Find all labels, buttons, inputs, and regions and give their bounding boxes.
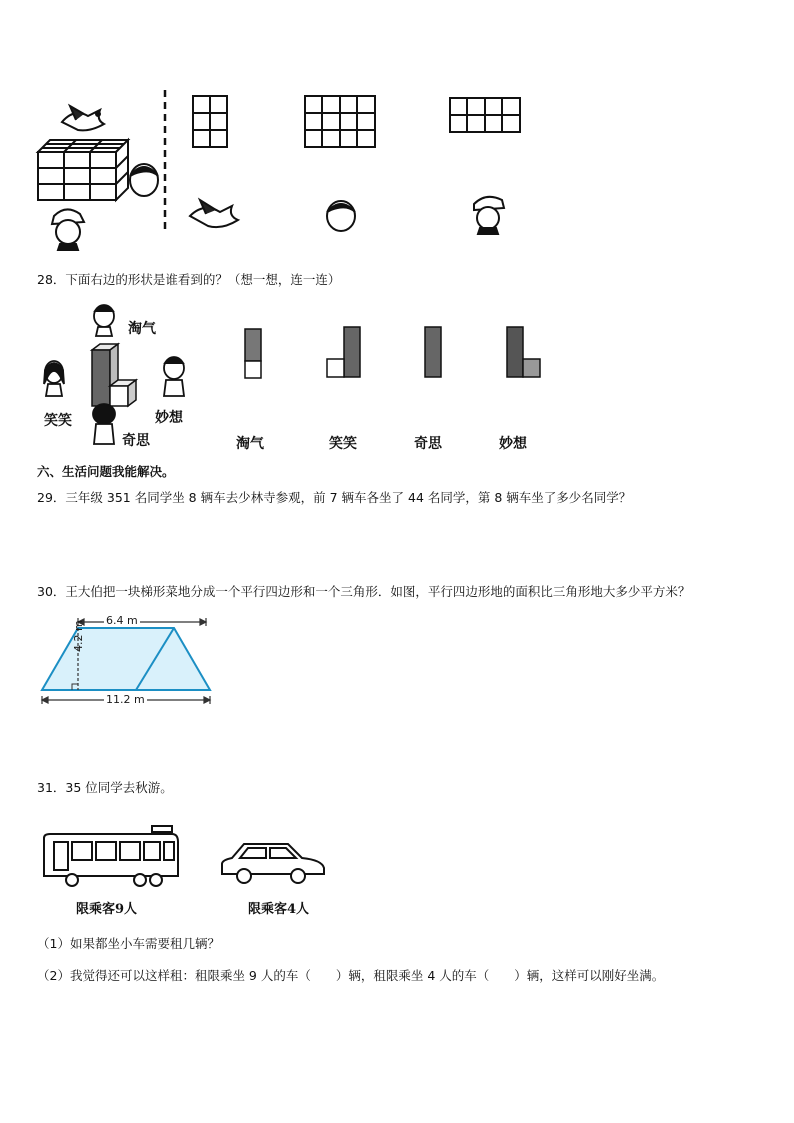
top-base-label: 6.4 m [106,614,138,627]
label-xiaoxiao: 笑笑 [44,413,72,429]
kid-taoqi-icon [94,305,114,336]
bus-capacity-caption: 限乘客9人 [76,902,138,917]
bottom-base-label: 11.2 m [106,693,145,706]
option-label-qisi: 奇思 [414,436,442,452]
label-miaoxiang: 妙想 [155,410,183,426]
option-label-miaoxiang: 妙想 [499,436,527,452]
shape-option-2[interactable] [326,326,362,380]
bird-icon [62,106,104,130]
boy-observer-icon [470,192,510,236]
shape-option-1[interactable] [244,328,264,382]
q31-text: 31．35 位同学去秋游。 [37,780,173,795]
view-grid-2x3 [192,95,232,151]
girl-observer-icon [323,198,363,234]
bird-observer-icon [186,198,246,234]
q29-text: 29．三年级 351 名同学坐 8 辆车去少林寺参观，前 7 辆车各坐了 44 名同学，第 8 辆车坐了多少名同学？ [37,490,632,505]
cube-front-face [38,140,128,200]
q28-prompt: 28．下面右边的形状是谁看到的？（想一想，连一连） [37,272,341,287]
label-taoqi: 淘气 [128,321,156,337]
shape-option-4[interactable] [506,326,542,380]
shape-option-3[interactable] [424,326,444,380]
option-label-taoqi: 淘气 [236,436,264,452]
option-label-xiaoxiao: 笑笑 [329,436,357,452]
kid-xiaoxiao-icon [44,361,64,396]
view-grid-4x3 [304,95,378,151]
view-grid-4x2 [449,97,523,137]
q30-text: 30．王大伯把一块梯形菜地分成一个平行四边形和一个三角形．如图，平行四边形地的面积比三角形地大多少平方米？ [37,584,691,599]
boy-with-hat-icon [52,209,84,250]
section-6-heading: 六、生活问题我能解决。 [37,464,175,479]
q31-sub1: （1）如果都坐小车需要租几辆？ [37,936,220,951]
kid-miaoxiang-icon [164,357,184,396]
car-capacity-caption: 限乘客4人 [248,902,310,917]
label-qisi: 奇思 [122,433,150,449]
height-label: 4.2 m [72,620,85,652]
cube-stack-figure [30,100,170,250]
girl-face-icon [130,164,158,196]
car-icon [218,838,328,888]
q31-sub2: （2）我觉得还可以这样租：租限乘坐 9 人的车（ ）辆，租限乘坐 4 人的车（ ）辆，这样可以刚好坐满。 [37,968,665,983]
dashed-divider [160,90,170,240]
kid-qisi-icon [93,404,115,444]
bus-icon [42,824,178,890]
